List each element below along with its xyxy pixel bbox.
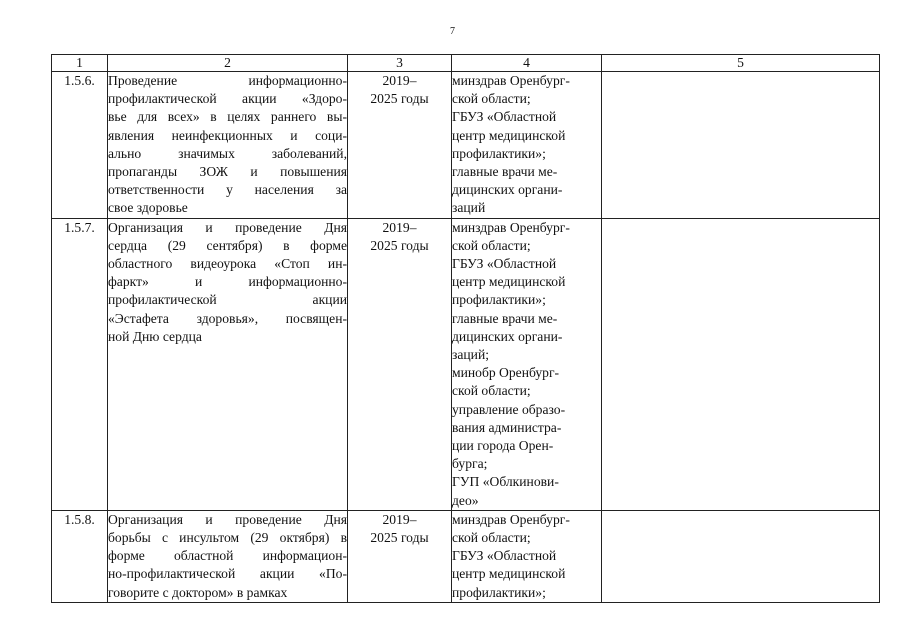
executor-line: управление образо- — [452, 401, 566, 417]
executor-line: ГУП «Облкинови- — [452, 474, 559, 490]
executor-line: ГБУЗ «Областной — [452, 109, 557, 125]
description-line: ально значимых заболеваний, — [108, 145, 347, 161]
executor-line: вания администра- — [452, 419, 562, 435]
executor-line: ской области; — [452, 383, 531, 399]
implementation-period — [348, 72, 452, 219]
executor-line: главные врачи ме- — [452, 164, 558, 180]
executor-line: профилактики»; — [452, 145, 546, 161]
period-line: 2025 годы — [370, 530, 429, 546]
executor-line: заций; — [452, 347, 490, 363]
executor-line: дицинских органи- — [452, 182, 563, 198]
executor-line: ГБУЗ «Областной — [452, 256, 557, 272]
description-line: борьбы с инсультом (29 октября) в — [108, 530, 347, 546]
executor-line: центр медицинской — [452, 127, 566, 143]
note-cell — [602, 218, 880, 510]
description-line: говорите с доктором» в рамках — [108, 584, 288, 600]
row-number: 1.5.8. — [52, 510, 108, 602]
description-line: профилактической акции — [108, 292, 347, 308]
row-number: 1.5.6. — [52, 72, 108, 219]
period-line: 2025 годы — [370, 237, 429, 253]
description-line: ной Дню сердца — [108, 328, 202, 344]
table-row — [52, 72, 880, 219]
executor-line: део» — [452, 492, 479, 508]
implementation-period — [348, 218, 452, 510]
period-line: 2025 годы — [370, 91, 429, 107]
measure-description — [108, 218, 348, 510]
period-line: 2019– — [382, 219, 417, 235]
description-line: профилактической акции «Здоро- — [108, 91, 347, 107]
period-line: 2019– — [382, 73, 417, 88]
column-header-2: 2 — [108, 55, 348, 72]
description-line: ответственности у населения за — [108, 182, 347, 198]
executor-line: профилактики»; — [452, 584, 546, 600]
column-header-5: 5 — [602, 55, 880, 72]
description-line: форме областной информацион- — [108, 548, 347, 564]
note-cell — [602, 510, 880, 602]
description-line: Организация и проведение Дня — [108, 219, 347, 235]
executor-line: минздрав Оренбург- — [452, 511, 570, 527]
executor-line: центр медицинской — [452, 274, 566, 290]
description-line: фаркт» и информационно- — [108, 274, 347, 290]
executor-line: ской области; — [452, 530, 531, 546]
measure-description — [108, 72, 348, 219]
executor-line: бурга; — [452, 456, 488, 472]
page-number: 7 — [450, 26, 455, 37]
executor-line: профилактики»; — [452, 292, 546, 308]
column-header-1: 1 — [52, 55, 108, 72]
measure-description — [108, 510, 348, 602]
executor-line: главные врачи ме- — [452, 310, 558, 326]
column-header-3: 3 — [348, 55, 452, 72]
period-line: 2019– — [382, 511, 417, 527]
executor-line: центр медицинской — [452, 566, 566, 582]
description-line: Организация и проведение Дня — [108, 511, 347, 527]
table-body — [52, 72, 880, 603]
responsible-executors — [452, 72, 602, 219]
description-line: но-профилактической акции «По- — [108, 566, 347, 582]
executor-line: дицинских органи- — [452, 328, 563, 344]
description-line: пропаганды ЗОЖ и повышения — [108, 164, 347, 180]
responsible-executors — [452, 218, 602, 510]
description-line: «Эстафета здоровья», посвящен- — [108, 310, 347, 326]
description-line: свое здоровье — [108, 200, 188, 216]
implementation-period — [348, 510, 452, 602]
row-number: 1.5.7. — [52, 218, 108, 510]
table-row — [52, 218, 880, 510]
note-cell — [602, 72, 880, 219]
table-row — [52, 510, 880, 602]
table-header-row — [52, 55, 880, 72]
responsible-executors — [452, 510, 602, 602]
executor-line: ской области; — [452, 91, 531, 107]
executor-line: заций — [452, 200, 486, 216]
description-line: областного видеоурока «Стоп ин- — [108, 256, 347, 272]
description-line: Проведение информационно- — [108, 73, 347, 88]
executor-line: ской области; — [452, 237, 531, 253]
measures-table — [51, 54, 880, 603]
column-header-4: 4 — [452, 55, 602, 72]
executor-line: минздрав Оренбург- — [452, 73, 570, 88]
description-line: вье для всех» в целях раннего вы- — [108, 109, 347, 125]
executor-line: минздрав Оренбург- — [452, 219, 570, 235]
description-line: явления неинфекционных и соци- — [108, 127, 347, 143]
executor-line: ГБУЗ «Областной — [452, 548, 557, 564]
executor-line: минобр Оренбург- — [452, 365, 560, 381]
description-line: сердца (29 сентября) в форме — [108, 237, 347, 253]
executor-line: ции города Орен- — [452, 438, 554, 454]
